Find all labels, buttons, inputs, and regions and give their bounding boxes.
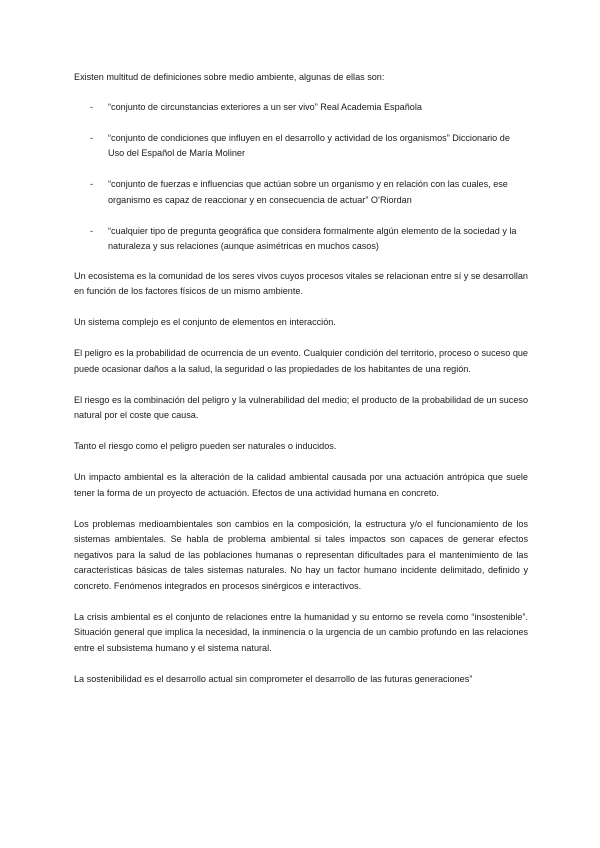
paragraph-sistema-complejo: Un sistema complejo es el conjunto de elementos en interacción. xyxy=(74,317,336,327)
list-item xyxy=(74,224,528,255)
definition-text: “cualquier tipo de pregunta geográfica que considera formalmente algún elemento de la sociedad y la naturaleza y sus relaciones (aunque asimétricas en muchos casos) xyxy=(108,225,517,251)
paragraph-peligro: El peligro es la probabilidad de ocurrencia de un evento. Cualquier condición del territorio, proceso o suceso que puede ocasionar daños a la salud, la seguridad o las propiedades de los habitantes de una región. xyxy=(74,348,528,374)
list-item xyxy=(74,131,528,162)
bullet-dash: - xyxy=(90,179,94,189)
bullet-dash: - xyxy=(90,101,94,112)
paragraph-ecosistema: Un ecosistema es la comunidad de los seres vivos cuyos procesos vitales se relacionan entre sí y se desarrollan en función de los factores físicos de un mismo ambiente. xyxy=(74,270,528,296)
list-item xyxy=(74,177,528,208)
paragraph-crisis-ambiental: La crisis ambiental es el conjunto de relaciones entre la humanidad y su entorno se revela como “insostenible”. Situación general que implica la necesidad, la inminencia o la urgencia de un cambio profundo en las relaciones entre el subsistema humano y el sistema natural. xyxy=(74,611,528,653)
paragraph-impacto-ambiental: Un impacto ambiental es la alteración de la calidad ambiental causada por una actuación antrópica que suele tener la forma de un proyecto de actuación. Efectos de una actividad humana en concreto. xyxy=(74,472,528,498)
intro-text: Existen multitud de definiciones sobre medio ambiente, algunas de ellas son: xyxy=(74,72,385,82)
paragraph-riesgo-peligro: Tanto el riesgo como el peligro pueden ser naturales o inducidos. xyxy=(74,441,337,451)
definition-text: “conjunto de circunstancias exteriores a un ser vivo” Real Academia Española xyxy=(108,101,422,112)
definition-text: “conjunto de condiciones que influyen en el desarrollo y actividad de los organismos” Diccionario de Uso del Español de María Moliner xyxy=(108,132,510,158)
paragraph-riesgo: El riesgo es la combinación del peligro y la vulnerabilidad del medio; el producto de la probabilidad de un suceso natural por el coste que causa. xyxy=(74,394,528,420)
paragraph-sostenibilidad: La sostenibilidad es el desarrollo actual sin comprometer el desarrollo de las futuras generaciones” xyxy=(74,673,473,684)
paragraph-problemas-medioambientales: Los problemas medioambientales son cambios en la composición, la estructura y/o el funcionamiento de los sistemas ambientales. Se habla de problema ambiental si tales impactos son capaces de generar efectos negativos para la salud de las poblaciones humanas o representan dificultades para el mantenimiento de las características básicas de tales sistemas naturales. No hay un factor humano incidente delimitado, definido y concreto. Fenómenos integrados en procesos sinérgicos e interactivos. xyxy=(74,518,528,591)
definition-text: “conjunto de fuerzas e influencias que actúan sobre un organismo y en relación con las cuales, ese organismo es capaz de reaccionar y en consecuencia de actuar” O’Riordan xyxy=(108,179,508,205)
bullet-dash: - xyxy=(90,132,94,143)
list-item xyxy=(74,100,528,116)
bullet-dash: - xyxy=(90,225,94,236)
definitions-list xyxy=(74,100,528,255)
